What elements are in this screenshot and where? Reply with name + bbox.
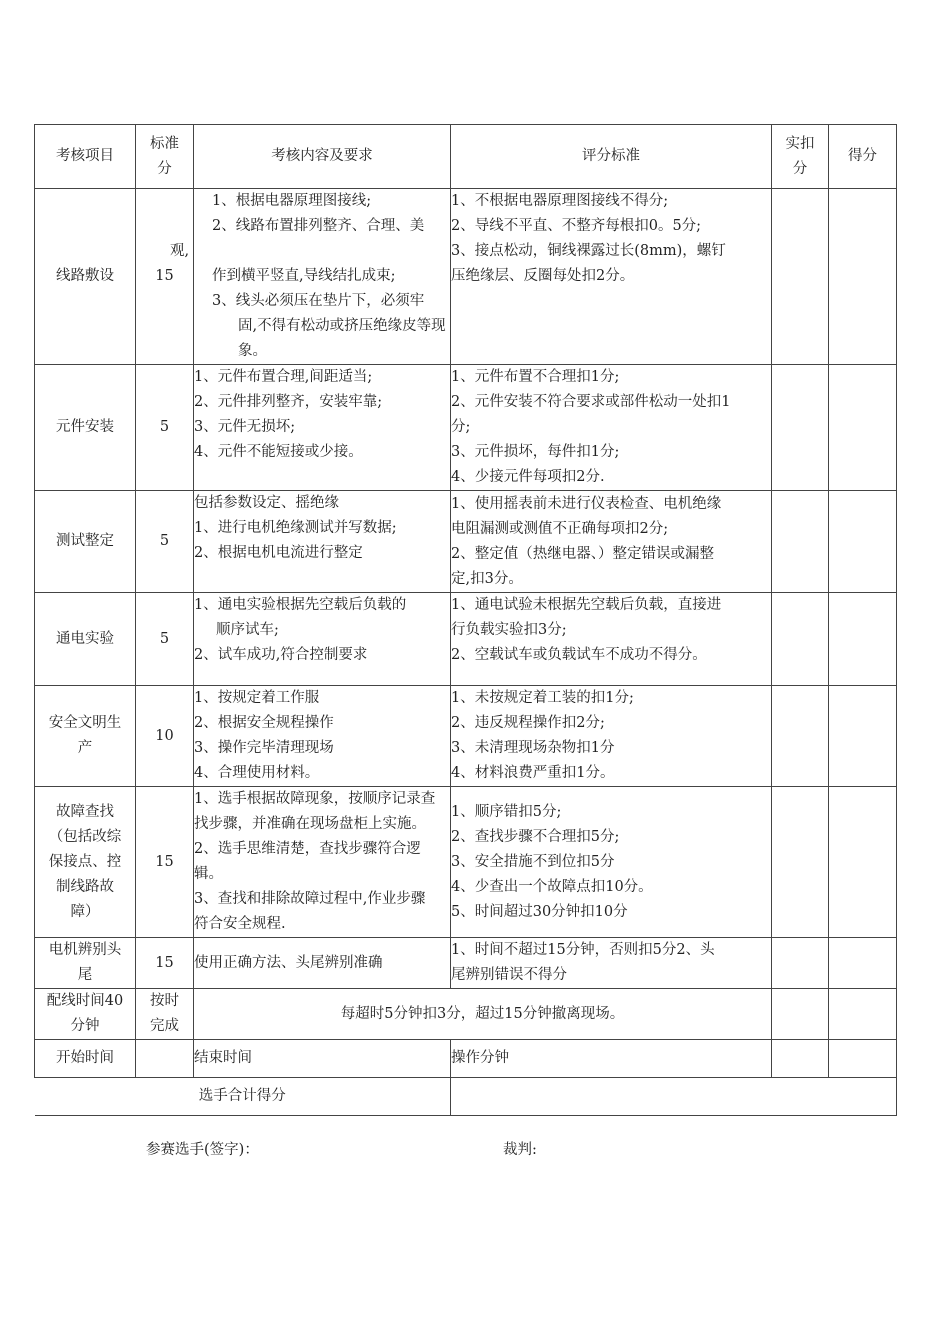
- wiring-project: 配线时间40 分钟: [35, 989, 136, 1040]
- row-deduct: [772, 787, 829, 938]
- row-project: 故障查找 （包括改综 保接点、控 制线路故 障）: [35, 787, 136, 938]
- header-deduct: 实扣 分: [772, 125, 829, 189]
- table-header-row: [35, 125, 897, 189]
- row-score: [829, 365, 897, 491]
- time-deduct: [772, 1040, 829, 1078]
- time-score: [829, 1040, 897, 1078]
- start-time-label: 开始时间: [35, 1040, 136, 1078]
- row-standard: 5: [136, 491, 194, 593]
- row-standard: 5: [136, 365, 194, 491]
- referee-signature-label: 裁判:: [503, 1142, 537, 1158]
- wiring-rule: 每超时5分钟扣3分，超过15分钟撤离现场。: [194, 989, 772, 1040]
- row-content: 包括参数设定、摇绝缘 1、进行电机绝缘测试并写数据; 2、根据电机电流进行整定: [194, 491, 451, 593]
- table-row: [35, 593, 897, 686]
- table-row: [35, 787, 897, 938]
- row-content: 1、通电实验根据先空载后负载的 顺序试车; 2、试车成功,符合控制要求: [194, 593, 451, 686]
- header-project: 考核项目: [35, 125, 136, 189]
- row-content: 1、按规定着工作服 2、根据安全规程操作 3、操作完毕清理现场 4、合理使用材料。: [194, 686, 451, 787]
- row-standard: 15: [136, 938, 194, 989]
- scoring-table: [34, 124, 897, 1116]
- row-criteria: 1、使用摇表前未进行仪表检查、电机绝缘 电阻漏测或测值不正确每项扣2分; 2、整定值（热继电器、）整定错误或漏整 定,扣3分。: [451, 491, 772, 593]
- wiring-standard: 按时 完成: [136, 989, 194, 1040]
- start-time-value: [136, 1040, 194, 1078]
- row-score: [829, 189, 897, 365]
- row-content: 1、选手根据故障现象，按顺序记录查 找步骤，并准确在现场盘柜上实施。 2、选手思维清楚，查找步骤符合逻 辑。 3、查找和排除故障过程中,作业步骤 符合安全规程.: [194, 787, 451, 938]
- row-deduct: [772, 365, 829, 491]
- row-project: 测试整定: [35, 491, 136, 593]
- table-row: [35, 491, 897, 593]
- table-row: [35, 365, 897, 491]
- wiring-score: [829, 989, 897, 1040]
- wiring-time-row: [35, 989, 897, 1040]
- row-criteria: 1、时间不超过15分钟，否则扣5分2、头 尾辨别错误不得分: [451, 938, 772, 989]
- row-score: [829, 938, 897, 989]
- row-standard: 10: [136, 686, 194, 787]
- row-standard: 15: [136, 787, 194, 938]
- row-project: 元件安装: [35, 365, 136, 491]
- row-criteria: 1、元件布置不合理扣1分; 2、元件安装不符合要求或部件松动一处扣1 分; 3、元件损坏，每件扣1分; 4、少接元件每项扣2分.: [451, 365, 772, 491]
- row-criteria: 1、顺序错扣5分; 2、查找步骤不合理扣5分; 3、安全措施不到位扣5分 4、少查出一个故障点扣10分。 5、时间超过30分钟扣10分: [451, 787, 772, 938]
- wiring-deduct: [772, 989, 829, 1040]
- row-content: 1、根据电器原理图接线; 2、线路布置排列整齐、合理、美 观, 作到横平竖直,导线结扎成束; 3、线头必须压在垫片下，必须牢 固,不得有松动或挤压绝缘皮等现 象。: [194, 189, 451, 365]
- row-criteria: 1、未按规定着工装的扣1分; 2、违反规程操作扣2分; 3、未清理现场杂物扣1分 4、材料浪费严重扣1分。: [451, 686, 772, 787]
- row-project: 电机辨别头 尾: [35, 938, 136, 989]
- header-content: 考核内容及要求: [194, 125, 451, 189]
- header-score: 得分: [829, 125, 897, 189]
- header-standard: 标准 分: [136, 125, 194, 189]
- row-deduct: [772, 938, 829, 989]
- end-time-label: 结束时间: [194, 1040, 451, 1078]
- header-criteria: 评分标准: [451, 125, 772, 189]
- total-row: [35, 1078, 897, 1116]
- row-standard: 15: [136, 189, 194, 365]
- row-project: 安全文明生 产: [35, 686, 136, 787]
- operate-minutes-label: 操作分钟: [451, 1040, 772, 1078]
- row-content: 使用正确方法、头尾辨别准确: [194, 938, 451, 989]
- row-deduct: [772, 686, 829, 787]
- row-standard: 5: [136, 593, 194, 686]
- row-score: [829, 593, 897, 686]
- time-row: [35, 1040, 897, 1078]
- row-criteria: 1、不根据电器原理图接线不得分; 2、导线不平直、不整齐每根扣0。5分; 3、接点松动，铜线裸露过长(8mm)，螺钉 压绝缘层、反圈每处扣2分。: [451, 189, 772, 365]
- row-project: 线路敷设: [35, 189, 136, 365]
- row-score: [829, 787, 897, 938]
- table-row: [35, 938, 897, 989]
- table-row: [35, 686, 897, 787]
- total-value: [451, 1078, 897, 1116]
- row-project: 通电实验: [35, 593, 136, 686]
- row-score: [829, 686, 897, 787]
- table-row: [35, 189, 897, 365]
- total-label: 选手合计得分: [35, 1078, 451, 1116]
- row-criteria: 1、通电试验未根据先空载后负载，直接进 行负载实验扣3分; 2、空载试车或负载试车不成功不得分。: [451, 593, 772, 686]
- contestant-signature-label: 参赛选手(签字)：: [146, 1142, 259, 1158]
- row-score: [829, 491, 897, 593]
- row-deduct: [772, 189, 829, 365]
- row-content: 1、元件布置合理,间距适当; 2、元件排列整齐，安装牢靠; 3、元件无损坏; 4、元件不能短接或少接。: [194, 365, 451, 491]
- row-deduct: [772, 491, 829, 593]
- row-deduct: [772, 593, 829, 686]
